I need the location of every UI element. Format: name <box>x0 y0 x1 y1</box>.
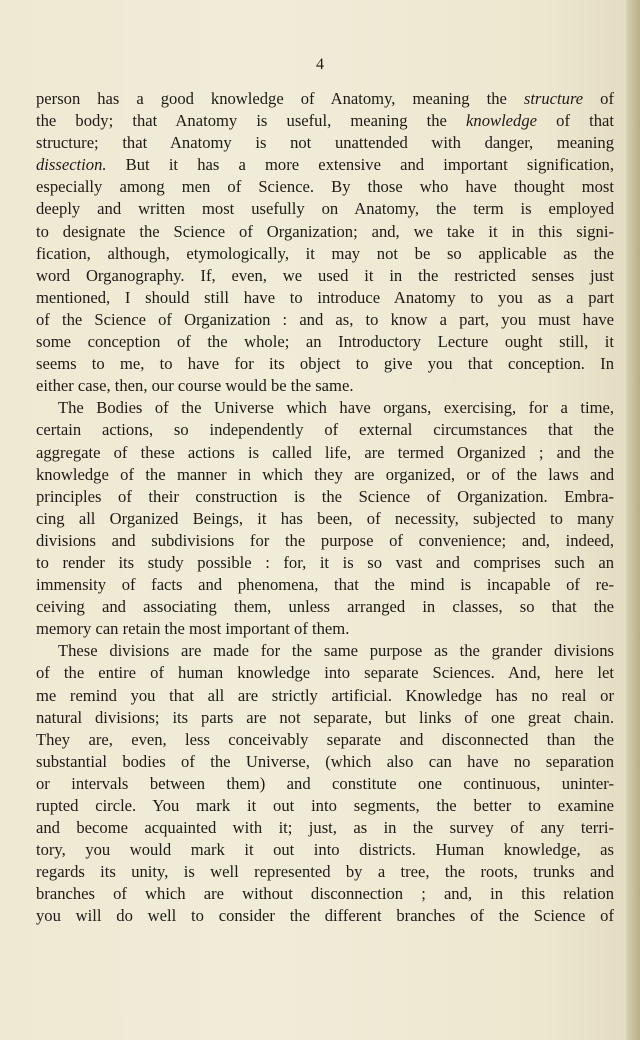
body-text <box>36 88 614 928</box>
text-line: memory can retain the most important of them. <box>36 619 350 639</box>
text-line: substantial bodies of the Universe, (which also can have no separation <box>36 751 614 771</box>
text-line: tory, you would mark it out into districts. Human knowledge, as <box>36 840 614 860</box>
text-line: certain actions, so independently of external circumstances that the <box>36 420 614 440</box>
text-line: the body; that Anatomy is useful, meaning the knowledge of that <box>36 111 614 131</box>
text-line: mentioned, I should still have to introduce Anatomy to you as a part <box>36 287 614 307</box>
paragraph-3 <box>36 640 614 927</box>
text-line: especially among men of Science. By those who have thought most <box>36 177 614 197</box>
text-line: natural divisions; its parts are not separate, but links of one great chain. <box>36 707 614 727</box>
text-line: ceiving and associating them, unless arranged in classes, so that the <box>36 597 614 617</box>
text-line: knowledge of the manner in which they are organized, or of the laws and <box>36 464 614 484</box>
text-line: The Bodies of the Universe which have organs, exercising, for a time, <box>58 398 614 418</box>
text-line: aggregate of these actions is called life, are termed Organized ; and the <box>36 442 614 462</box>
italic-term: dissection. <box>36 155 107 175</box>
text-line: or intervals between them) and constitute one continuous, uninter- <box>36 773 614 793</box>
text-line: divisions and subdivisions for the purpose of convenience; and, indeed, <box>36 530 614 550</box>
text-line: some conception of the whole; an Introductory Lecture ought still, it <box>36 332 614 352</box>
text-line: structure; that Anatomy is not unattended with danger, meaning <box>36 133 614 153</box>
page-number: 4 <box>316 56 324 73</box>
paragraph-2 <box>36 397 614 640</box>
paragraph-1 <box>36 88 614 397</box>
text-line: me remind you that all are strictly artificial. Knowledge has no real or <box>36 685 614 705</box>
text-line: regards its unity, is well represented by a tree, the roots, trunks and <box>36 862 614 882</box>
text-line: and become acquainted with it; just, as in the survey of any terri- <box>36 818 614 838</box>
text-line: either case, then, our course would be the same. <box>36 376 354 396</box>
text-line: rupted circle. You mark it out into segments, the better to examine <box>36 796 614 815</box>
text-line: They are, even, less conceivably separate and disconnected than the <box>36 729 614 749</box>
text-line: These divisions are made for the same purpose as the grander divisions <box>58 641 614 661</box>
text-line: fication, although, etymologically, it may not be so applicable as the <box>36 243 614 263</box>
text-line: of the Science of Organization : and as, to know a part, you must have <box>36 309 614 329</box>
text-line: you will do well to consider the different branches of the Science of <box>36 906 614 926</box>
text-line: word Organography. If, even, we used it in the restricted senses just <box>36 265 614 285</box>
text-line: deeply and written most usefully on Anatomy, the term is employed <box>36 199 614 219</box>
text-line: person has a good knowledge of Anatomy, meaning the structure of <box>36 89 614 108</box>
text-line: of the entire of human knowledge into separate Sciences. And, here let <box>36 663 614 683</box>
page-edge-shadow <box>626 0 640 1040</box>
italic-term: structure <box>523 89 584 108</box>
text-line: seems to me, to have for its object to give you that conception. In <box>36 354 614 374</box>
text-line: branches of which are without disconnection ; and, in this relation <box>36 884 614 904</box>
text-line: immensity of facts and phenomena, that the mind is incapable of re- <box>36 575 614 595</box>
italic-term: knowledge <box>466 111 538 131</box>
text-line: to designate the Science of Organization; and, we take it in this signi- <box>36 221 614 241</box>
text-line: principles of their construction is the Science of Organization. Embra- <box>36 486 614 506</box>
text-line: to render its study possible : for, it is so vast and comprises such an <box>36 552 614 572</box>
text-line: cing all Organized Beings, it has been, of necessity, subjected to many <box>36 508 614 528</box>
text-line: dissection. But it has a more extensive and important signification, <box>36 155 614 175</box>
